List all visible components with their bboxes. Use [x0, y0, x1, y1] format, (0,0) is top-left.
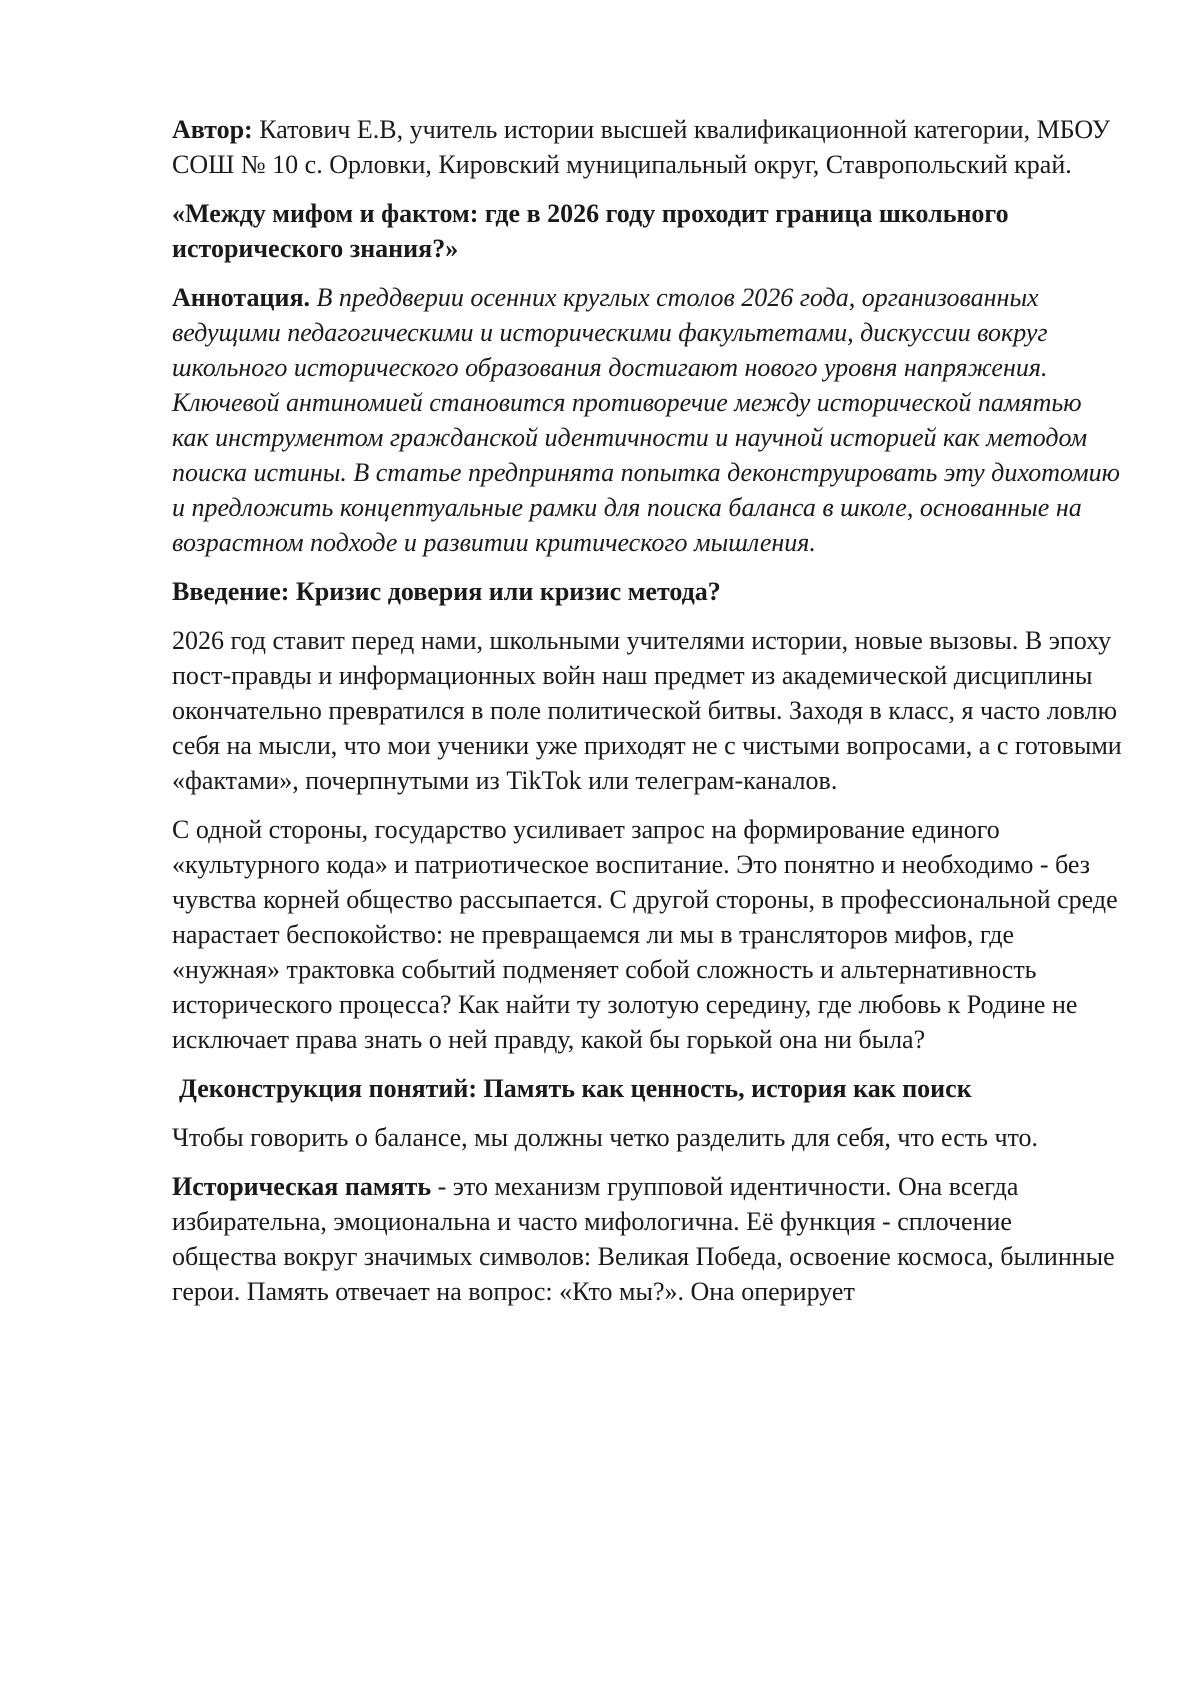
intro-paragraph-1: 2026 год ставит перед нами, школьными учителями истории, новые вызовы. В эпоху пост-правды и информационных войн наш предмет из академической дисциплины окончательно превратился в поле политической битвы. Заходя в класс, я часто ловлю себя на мысли, что мои ученики уже приходят не с чистыми вопросами, а с готовыми «фактами», почерпнутыми из TikTok или телеграм-каналов.: [172, 626, 1122, 795]
article-title: «Между мифом и фактом: где в 2026 году проходит граница школьного исторического знания?»: [172, 199, 1009, 263]
annotation-label: Аннотация.: [172, 283, 311, 312]
deconstruction-heading: Деконструкция понятий: Память как ценность, история как поиск: [179, 1074, 972, 1103]
author-paragraph: [172, 112, 1122, 182]
annotation-text: В преддверии осенних круглых столов 2026 года, организованных ведущими педагогическими и историческими факультетами, дискуссии вокруг школьного исторического образования достигают нового уровня напряжения. Ключевой антиномией становится противоречие между исторической памятью как инструментом гражданской идентичности и научной историей как методом поиска истины. В статье предпринята попытка деконструировать эту дихотомию и предложить концептуальные рамки для поиска баланса в школе, основанные на возрастном подходе и развитии критического мышления.: [172, 283, 1120, 557]
annotation-paragraph: [172, 280, 1122, 560]
document-body: [172, 112, 1122, 1309]
author-label: Автор:: [172, 115, 253, 144]
memory-text: - это механизм групповой идентичности. Она всегда избирательна, эмоциональна и часто мифологична. Её функция - сплочение общества вокруг значимых символов: Великая Победа, освоение космоса, былинные герои. Память отвечает на вопрос: «Кто мы?». Она оперирует: [172, 1172, 1115, 1306]
memory-label: Историческая память: [172, 1172, 432, 1201]
memory-paragraph: [172, 1169, 1122, 1309]
deconstruction-paragraph-1: Чтобы говорить о балансе, мы должны четко разделить для себя, что есть что.: [172, 1123, 1039, 1152]
intro-heading: Введение: Кризис доверия или кризис метода?: [172, 577, 721, 606]
author-text: Катович Е.В, учитель истории высшей квалификационной категории, МБОУ СОШ № 10 с. Орловки, Кировский муниципальный округ, Ставропольский край.: [172, 115, 1111, 179]
intro-paragraph-2: С одной стороны, государство усиливает запрос на формирование единого «культурного кода» и патриотическое воспитание. Это понятно и необходимо - без чувства корней общество рассыпается. С другой стороны, в профессиональной среде нарастает беспокойство: не превращаемся ли мы в трансляторов мифов, где «нужная» трактовка событий подменяет собой сложность и альтернативность исторического процесса? Как найти ту золотую середину, где любовь к Родине не исключает права знать о ней правду, какой бы горькой она ни была?: [172, 815, 1118, 1054]
